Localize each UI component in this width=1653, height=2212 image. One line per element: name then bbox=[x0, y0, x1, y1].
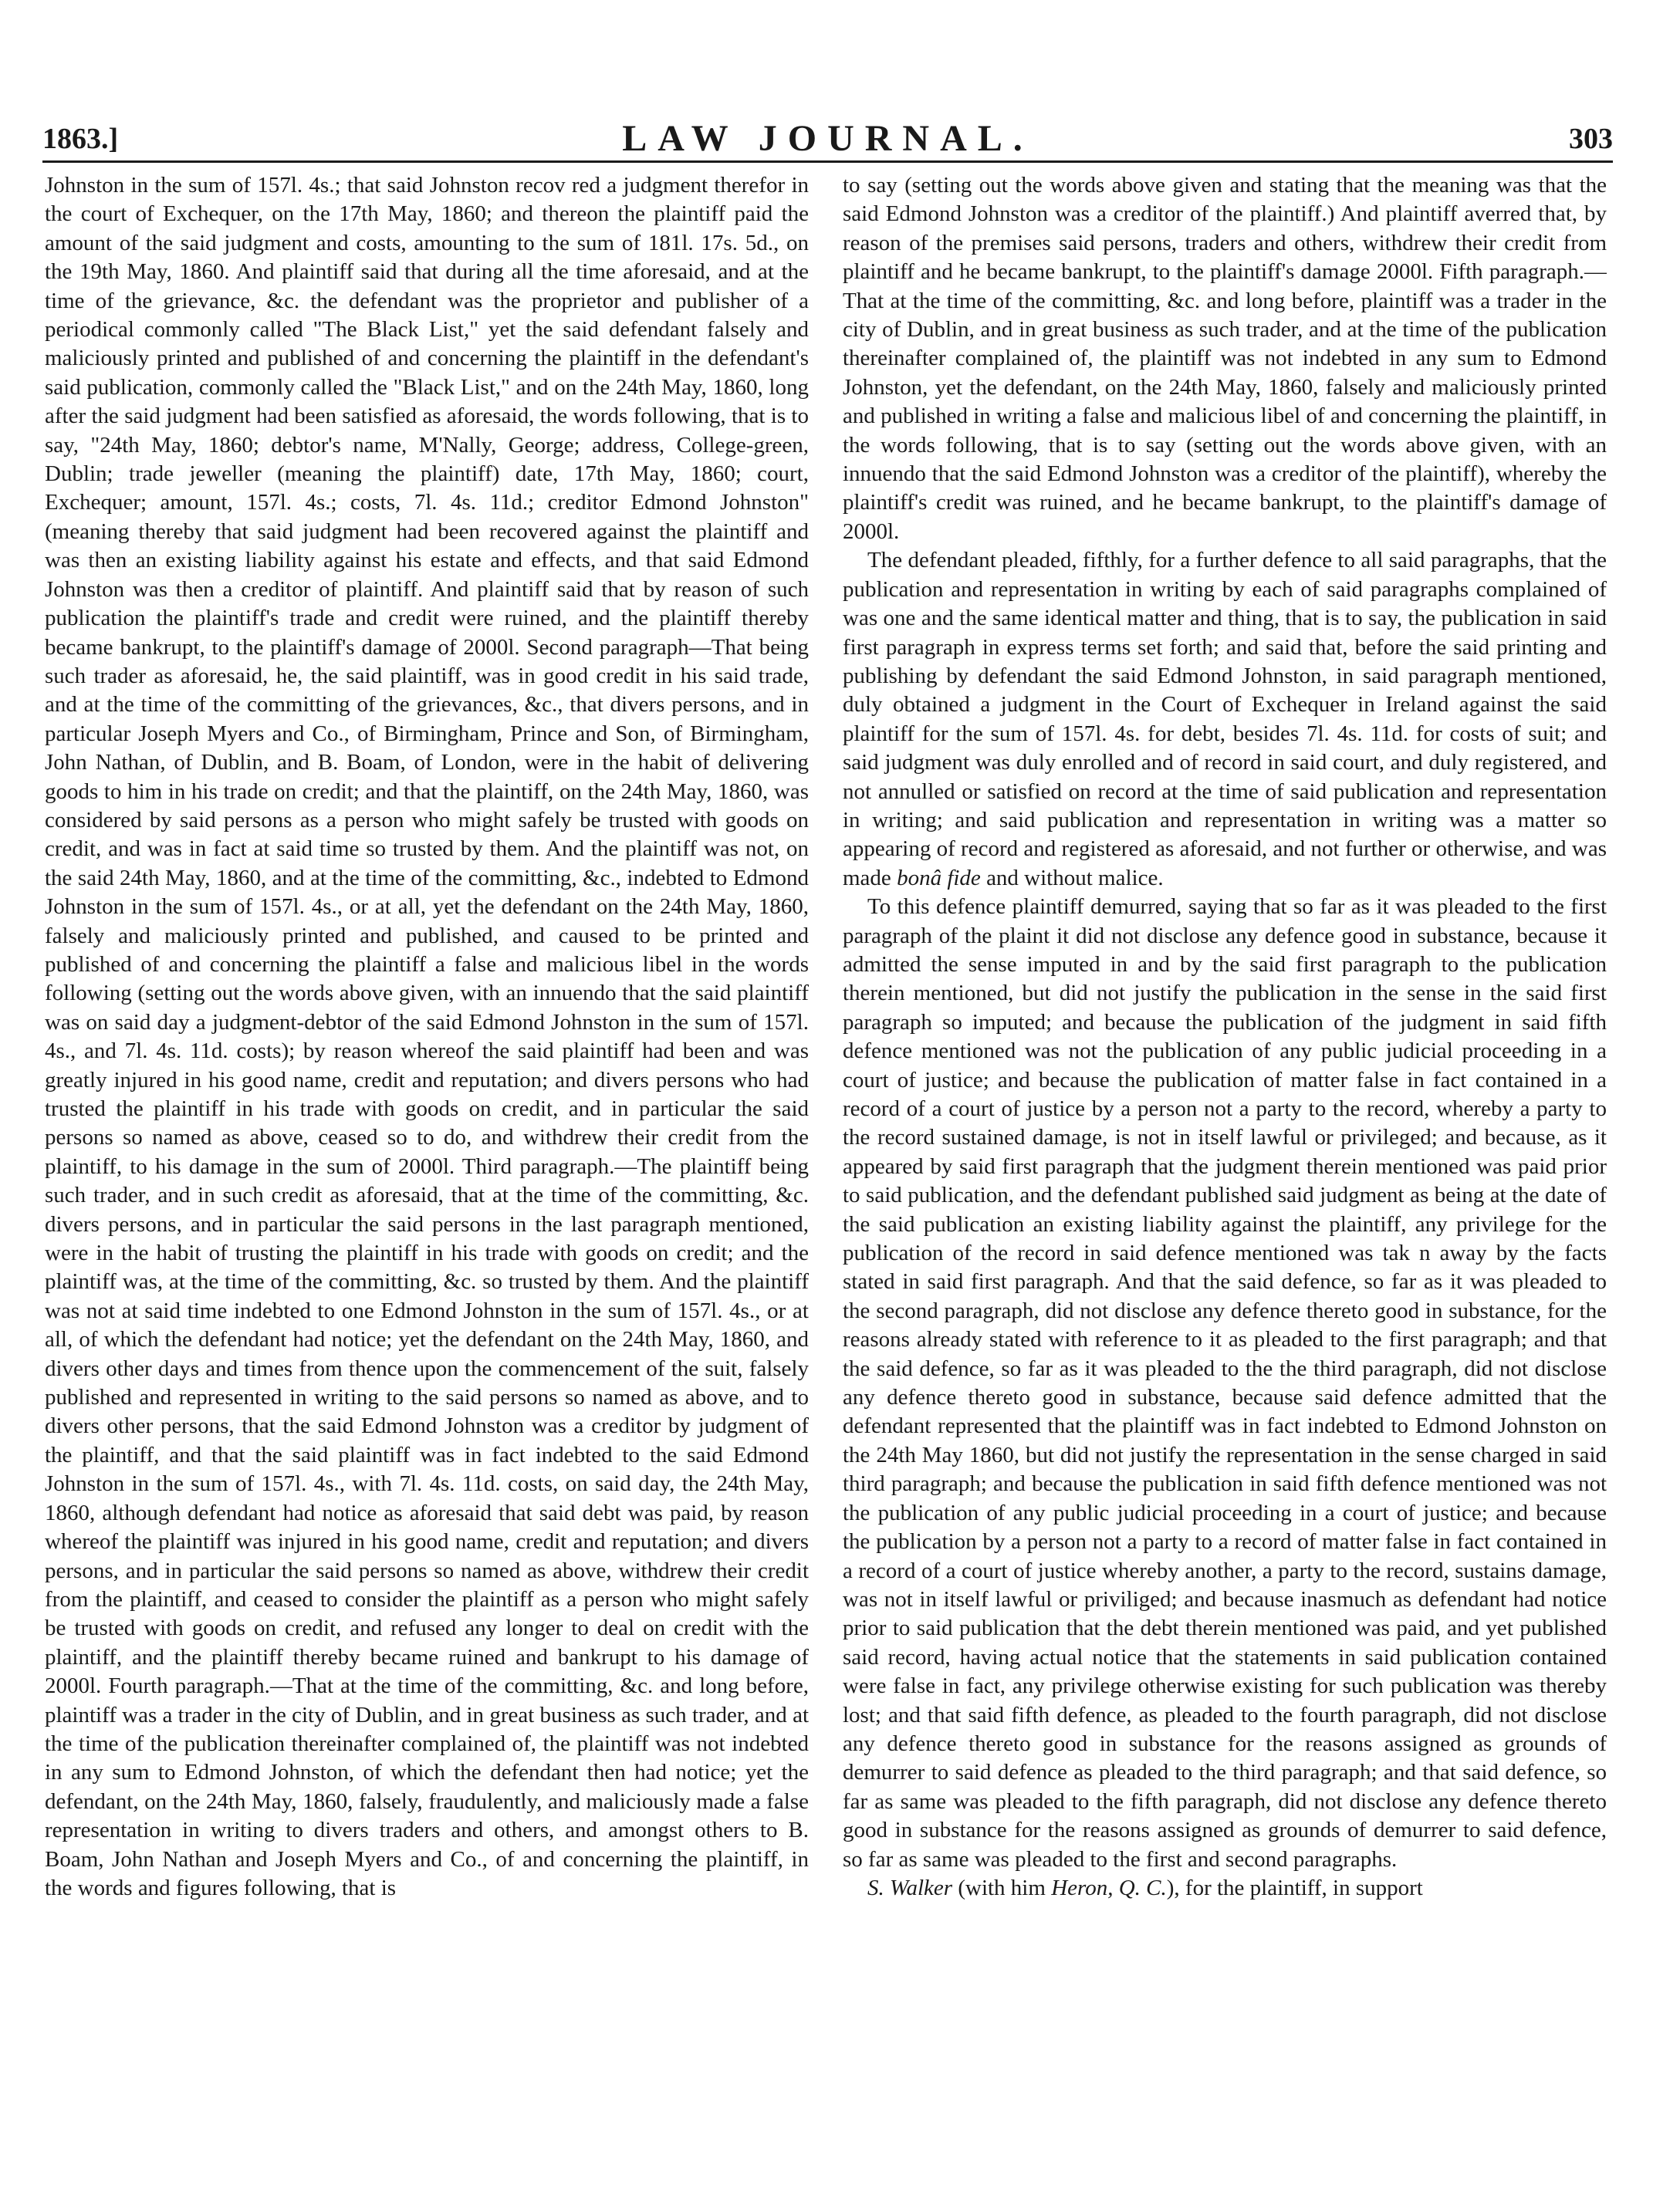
left-column bbox=[45, 171, 809, 2200]
right-column-paragraph-3: To this defence plaintiff demurred, saying that so far as it was pleaded to the first paragraph of the plaint it did not disclose any defence good in substance, because it admitted the sense imputed in and by the said first paragraph to the publication therein mentioned, but did not justify the publication in the sense in the said first paragraph so imputed; and because the publication of the judgment in said fifth defence mentioned was not the publication of any public judicial proceeding in a court of justice; and because the publication of matter false in fact contained in a record of a court of justice by a person not a party to the record, whereby a party to the record sustained damage, is not in itself lawful or privileged; and because, as it appeared by said first paragraph that the judgment therein mentioned was paid prior to said publication, and the defendant published said judgment as being at the date of the said publication an existing liability against the plaintiff, any privilege for the publication of the record in said defence mentioned was tak n away by the facts stated in said first paragraph. And that the said defence, so far as it was pleaded to the second paragraph, did not disclose any defence thereto good in substance, for the reasons already stated with reference to it as pleaded to the first paragraph; and that the said defence, so far as it was pleaded to the the third paragraph, did not disclose any defence thereto good in substance, because said defence admitted that the defendant represented that the plaintiff was in fact indebted to Edmond Johnston on the 24th May 1860, but did not justify the representation in the sense charged in said third paragraph; and because the publication in said fifth defence mentioned was not the publication of any public judicial proceeding in a court of justice; and because the publication by a person not a party to a record of matter false in fact contained in a record of a court of justice whereby another, a party to the record, sustains damage, was not in itself lawful or priviliged; and because inasmuch as defendant had notice prior to said publication that the debt therein mentioned was paid, and yet published said record, having actual notice that the statements in said publication contained were false in fact, any privilege otherwise existing for such publication was thereby lost; and that said fifth defence, as pleaded to the fourth paragraph, did not disclose any defence thereto good in substance for the reasons assigned as grounds of demurrer to said defence as pleaded to the third paragraph; and that said defence, so far as same was pleaded to the fifth paragraph, did not disclose any defence thereto good in substance for the reasons assigned as grounds of demurrer to said defence, so far as same was pleaded to the first and second paragraphs. bbox=[843, 894, 1607, 1872]
counsel-name-1: S. Walker bbox=[867, 1875, 953, 1900]
journal-title: LAW JOURNAL. bbox=[622, 118, 1033, 159]
defence-text-end: and without malice. bbox=[986, 865, 1164, 890]
right-column-paragraph-4 bbox=[843, 1874, 1607, 1903]
bona-fide-italic: bonâ fide bbox=[897, 865, 981, 890]
right-column-paragraph-1: to say (setting out the words above given and stating that the meaning was that the said Edmond Johnston was a creditor of the plaintiff.) And plaintiff averred that, by reason of the premises said persons, traders and others, withdrew their credit from plaintiff and he became bankrupt, to the plaintiff's damage 2000l. Fifth paragraph.—That at the time of the committing, &c. and long before, plaintiff was a trader in the city of Dublin, and in great business as such trader, and at the time of the publication thereinafter complained of, the plaintiff was not indebted in any sum to Edmond Johnston, yet the defendant, on the 24th May, 1860, falsely and maliciously printed and published in writing a false and malicious libel of and concerning the plaintiff, in the words following, that is to say (setting out the words above given, with an innuendo that the said Edmond Johnston was a creditor of the plaintiff), whereby the plaintiff's credit was ruined, and he became bankrupt, to the plaintiff's damage of 2000l. bbox=[843, 173, 1607, 544]
defence-text: The defendant pleaded, fifthly, for a further defence to all said paragraphs, that the publication and representation in writing by each of said paragraphs complained of was one and the same identical matter and thing, that is to say, the publication in said first paragraph in express terms set forth; and said that, before the said printing and publishing by defendant the said Edmond Johnston, in said paragraph mentioned, duly obtained a judgment in the Court of Exchequer in Ireland against the said plaintiff for the sum of 157l. 4s. for debt, besides 7l. 4s. 11d. for costs of suit; and said judgment was duly enrolled and of record in said court, and duly registered, and not annulled or satisfied on record at the time of said publication and representation in writing; and said publication and representation in writing was a matter so appearing of record and registered as aforesaid, and not further or otherwise, and was made bbox=[843, 548, 1607, 890]
page-number: 303 bbox=[1569, 123, 1613, 155]
header-year: 1863.] bbox=[42, 123, 119, 155]
header-rule bbox=[42, 160, 1613, 163]
counsel-connector: (with him bbox=[958, 1875, 1046, 1900]
page-header bbox=[42, 91, 1613, 159]
counsel-end: ), for the plaintiff, in support bbox=[1166, 1875, 1423, 1900]
counsel-name-2: Heron, Q. C. bbox=[1051, 1875, 1167, 1900]
right-column-paragraph-2 bbox=[843, 546, 1607, 893]
right-column bbox=[843, 171, 1607, 2200]
left-column-paragraph: Johnston in the sum of 157l. 4s.; that said Johnston recov red a judgment therefor in the court of Exchequer, on the 17th May, 1860; and thereon the plaintiff paid the amount of the said judgment and costs, amounting to the sum of 181l. 17s. 5d., on the 19th May, 1860. And plaintiff said that during all the time aforesaid, and at the time of the grievance, &c. the defendant was the proprietor and publisher of a periodical commonly called "The Black List," yet the said defendant falsely and maliciously printed and published of and concerning the plaintiff in the defendant's said publication, commonly called the "Black List," and on the 24th May, 1860, long after the said judgment had been satisfied as aforesaid, the words following, that is to say, "24th May, 1860; debtor's name, M'Nally, George; address, College-green, Dublin; trade jeweller (meaning the plaintiff) date, 17th May, 1860; court, Exchequer; amount, 157l. 4s.; costs, 7l. 4s. 11d.; creditor Edmond Johnston" (meaning thereby that said judgment had been recovered against the plaintiff and was then an existing liability against his estate and effects, and that said Edmond Johnston was then a creditor of plaintiff. And plaintiff said that by reason of such publication the plaintiff's trade and credit were ruined, and the plaintiff thereby became bankrupt, to the plaintiff's damage of 2000l. Second paragraph—That being such trader as aforesaid, he, the said plaintiff, was in good credit in his said trade, and at the time of the committing of the grievances, &c., that divers persons, and in particular Joseph Myers and Co., of Birmingham, Prince and Son, of Birmingham, John Nathan, of Dublin, and B. Boam, of London, were in the habit of delivering goods to him in his trade on credit; and that the plaintiff, on the 24th May, 1860, was considered by said persons as a person who might safely be trusted with goods on credit, and was in fact at said time so trusted by them. And the plaintiff was not, on the said 24th May, 1860, and at the time of the committing, &c., indebted to Edmond Johnston in the sum of 157l. 4s., or at all, yet the defendant on the 24th May, 1860, falsely and maliciously printed and published, and caused to be printed and published of and concerning the plaintiff a false and malicious libel in the words following (setting out the words above given, with an innuendo that the said plaintiff was on said day a judgment-debtor of the said Edmond Johnston in the sum of 157l. 4s., and 7l. 4s. 11d. costs); by reason whereof the said plaintiff had been and was greatly injured in his good name, credit and reputation; and divers persons who had trusted the plaintiff in his trade with goods on credit, and in particular the said persons so named as above, ceased so to do, and withdrew their credit from the plaintiff, to his damage in the sum of 2000l. Third paragraph.—The plaintiff being such trader, and in such credit as aforesaid, that at the time of the committing, &c. divers persons, and in particular the said persons in the last paragraph mentioned, were in the habit of trusting the plaintiff in his trade with goods on credit; and the plaintiff was, at the time of the committing, &c. so trusted by them. And the plaintiff was not at said time indebted to one Edmond Johnston in the sum of 157l. 4s., or at all, of which the defendant had notice; yet the defendant on the 24th May, 1860, and divers other days and times from thence upon the commencement of the suit, falsely published and represented in writing to the said persons so named as above, and to divers other persons, that the said Edmond Johnston was a creditor by judgment of the plaintiff, and that the said plaintiff was in fact indebted to the said Edmond Johnston in the sum of 157l. 4s., with 7l. 4s. 11d. costs, on said day, the 24th May, 1860, although defendant had notice as aforesaid that said debt was paid, by reason whereof the plaintiff was injured in his good name, credit and reputation; and divers persons, and in particular the said persons so named as above, withdrew their credit from the plaintiff, and ceased to consider the plaintiff as a person who might safely be trusted with goods on credit, and refused any longer to deal on credit with the plaintiff, and the plaintiff thereby became ruined and bankrupt to his damage of 2000l. Fourth paragraph.—That at the time of the committing, &c. and long before, plaintiff was a trader in the city of Dublin, and in great business as such trader, and at the time of the publication thereinafter complained of, the plaintiff was not indebted in any sum to Edmond Johnston, of which the defendant then had notice; yet the defendant, on the 24th May, 1860, falsely, fraudulently, and maliciously made a false representation in writing to divers traders and others, and amongst others to B. Boam, John Nathan and Joseph Myers and Co., of and concerning the plaintiff, in the words and figures following, that is bbox=[45, 173, 809, 1900]
